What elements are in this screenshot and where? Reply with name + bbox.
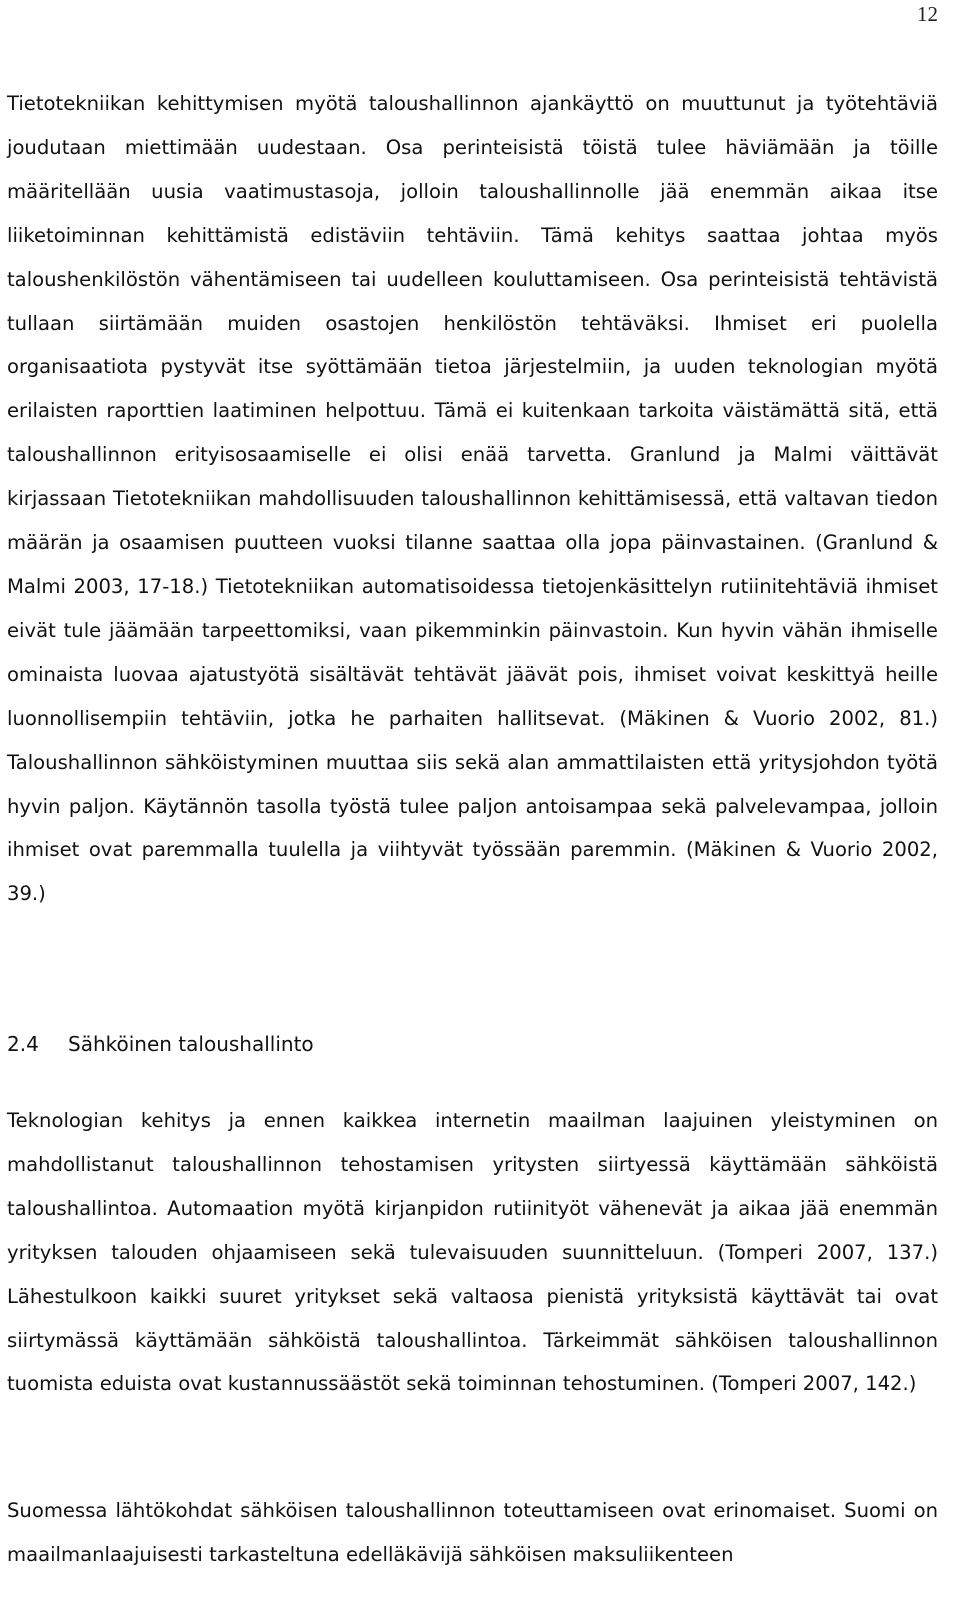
section-number: 2.4 — [7, 1032, 39, 1056]
section-title: Sähköinen taloushallinto — [68, 1032, 314, 1056]
page-number: 12 — [917, 2, 938, 26]
paragraph-tietotekniikan-kehittyminen: Tietotekniikan kehittymisen myötä taloushallinnon ajankäyttö on muuttunut ja työtehtäviä joudutaan miettimään uudestaan. Osa perinteisistä töistä tulee häviämään ja töille määritellään uusia vaatimustasoja, jolloin taloushallinnolle jää enemmän aikaa itse liiketoiminnan kehittämistä edistäviin tehtäviin. Tämä kehitys saattaa johtaa myös taloushenkilöstön vähentämiseen tai uudelleen kouluttamiseen. Osa perinteisistä tehtävistä tullaan siirtämään muiden osastojen henkilöstön tehtäväksi. Ihmiset eri puolella organisaatiota pystyvät itse syöttämään tietoa järjestelmiin, ja uuden teknologian myötä erilaisten raporttien laatiminen helpottuu. Tämä ei kuitenkaan tarkoita väistämättä sitä, että taloushallinnon erityisosaamiselle ei olisi enää tarvetta. Granlund ja Malmi väittävät kirjassaan Tietotekniikan mahdollisuuden taloushallinnon kehittämisessä, että valtavan tiedon määrän ja osaamisen puutteen vuoksi tilanne saattaa olla jopa päinvastainen. (Granlund & Malmi 2003, 17-18.) Tietotekniikan automatisoidessa tietojenkäsittelyn rutiinitehtäviä ihmiset eivät tule jäämään tarpeettomiksi, vaan pikemminkin päinvastoin. Kun hyvin vähän ihmiselle ominaista luovaa ajatustyötä sisältävät tehtävät jäävät pois, ihmiset voivat keskittyä heille luonnollisempiin tehtäviin, jotka he parhaiten hallitsevat. (Mäkinen & Vuorio 2002, 81.) Taloushallinnon sähköistyminen muuttaa siis sekä alan ammattilaisten että yritysjohdon työtä hyvin paljon. Käytännön tasolla työstä tulee paljon antoisampaa sekä palvelevampaa, jolloin ihmiset ovat paremmalla tuulella ja viihtyvät työssään paremmin. (Mäkinen & Vuorio 2002, 39.) — [7, 92, 938, 906]
section-heading — [7, 1022, 314, 1066]
paragraph-teknologian-kehitys: Teknologian kehitys ja ennen kaikkea internetin maailman laajuinen yleistyminen on mahdollistanut taloushallinnon tehostamisen yritysten siirtyessä käyttämään sähköistä taloushallintoa. Automaation myötä kirjanpidon rutiinityöt vähenevät ja aikaa jää enemmän yrityksen talouden ohjaamiseen sekä tulevaisuuden suunnitteluun. (Tomperi 2007, 137.) Lähestulkoon kaikki suuret yritykset sekä valtaosa pienistä yrityksistä käyttävät tai ovat siirtymässä käyttämään sähköistä taloushallintoa. Tärkeimmät sähköisen taloushallinnon tuomista eduista ovat kustannussäästöt sekä toiminnan tehostuminen. (Tomperi 2007, 142.) — [7, 1109, 938, 1396]
paragraph-suomessa-lahtokohdat: Suomessa lähtökohdat sähköisen taloushallinnon toteuttamiseen ovat erinomaiset. Suomi on maailmanlaajuisesti tarkasteltuna edelläkävijä sähköisen maksuliikenteen — [7, 1499, 938, 1566]
